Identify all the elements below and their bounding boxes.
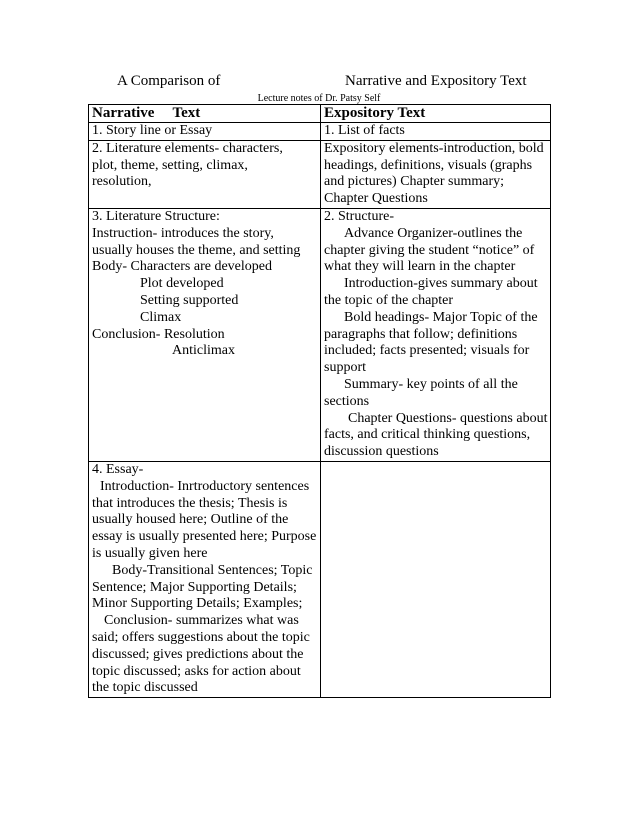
narrative-structure-line: Climax [140,309,182,325]
table-header-row [89,105,551,123]
narrative-structure-line: Conclusion- Resolution [92,326,225,342]
narrative-row3-cell [89,208,321,461]
narrative-structure-line: Instruction- introduces the story, [92,225,274,241]
narrative-header-text-word: Text [172,105,201,121]
narrative-structure-line: Anticlimax [172,343,235,359]
narrative-literature-elements: 2. Literature elements- characters, plot, theme, setting, climax, resolution, [92,140,283,190]
narrative-structure-line: usually houses the theme, and setting [92,242,301,258]
title-left: A Comparison of [117,73,221,89]
expository-structure-heading: 2. Structure- [324,208,394,224]
expository-row3-cell [321,208,551,461]
narrative-header-word: Narrative [92,105,155,121]
table-row [89,461,551,697]
comparison-table [88,104,551,698]
table-row [89,123,551,141]
title-right: Narrative and Expository Text [345,73,527,89]
narrative-structure-line: 3. Literature Structure: [92,208,220,224]
narrative-structure-line: Body- Characters are developed [92,259,272,275]
narrative-row4-cell [89,461,321,697]
expository-row1-cell: 1. List of facts [321,123,551,141]
table-row [89,140,551,208]
essay-heading: 4. Essay- [92,461,144,477]
essay-introduction: Introduction- Inrtroductory sentences that introduces the thesis; Thesis is usually housed here; Outline of the essay is usually presented here; Purpose is usually given here [92,478,317,561]
expository-row2-cell [321,140,551,208]
narrative-row2-cell [89,140,321,208]
narrative-structure-line: Setting supported [140,292,239,308]
expository-structure-item: Bold headings- Major Topic of the paragraphs that follow; definitions included; facts presented; visuals for support [324,309,538,376]
expository-elements: Expository elements-introduction, bold headings, definitions, visuals (graphs and pictures) Chapter summary; Chapter Questions [324,140,544,207]
table-row [89,208,551,461]
document-title [0,73,638,93]
essay-body: Body-Transitional Sentences; Topic Sentence; Major Supporting Details; Minor Supporting Details; Examples; [92,562,313,612]
essay-conclusion: Conclusion- summarizes what was said; offers suggestions about the topic discussed; gives predictions about the topic discussed; asks for action about the topic discussed [92,613,310,696]
expository-structure-item: Advance Organizer-outlines the chapter giving the student “notice” of what they will learn in the chapter [324,225,535,275]
expository-structure-item: Introduction-gives summary about the topic of the chapter [324,276,538,308]
expository-structure-item: Chapter Questions- questions about facts, and critical thinking questions, discussion questions [324,410,548,460]
expository-row4-cell [321,461,551,697]
lecture-notes-subtitle: Lecture notes of Dr. Patsy Self [257,93,381,104]
expository-structure-item: Summary- key points of all the sections [324,376,518,409]
expository-column-header: Expository Text [321,105,551,123]
narrative-structure-line: Plot developed [140,276,224,292]
narrative-column-header [89,105,321,123]
narrative-row1-cell: 1. Story line or Essay [89,123,321,141]
